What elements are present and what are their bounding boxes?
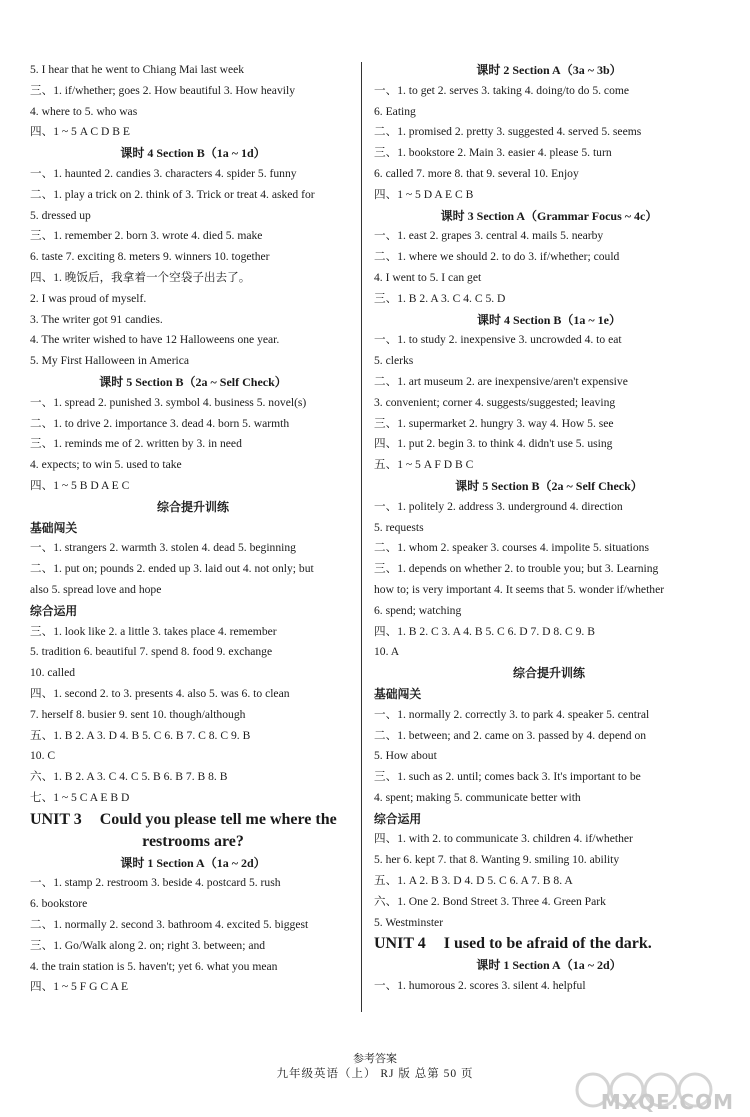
answer-line: 五、1. A 2. B 3. D 4. D 5. C 6. A 7. B 8. A xyxy=(374,874,573,888)
answer-line: 二、1. put on; pounds 2. ended up 3. laid out 4. not only; but xyxy=(30,562,314,576)
answer-line: 一、1. spread 2. punished 3. symbol 4. business 5. novel(s) xyxy=(30,395,307,409)
answer-line: 二、1. whom 2. speaker 3. courses 4. impolite 5. situations xyxy=(374,541,649,555)
answer-line: 三、1. reminds me of 2. written by 3. in need xyxy=(30,437,242,451)
answer-line: 二、1. promised 2. pretty 3. suggested 4. served 5. seems xyxy=(374,125,642,139)
answer-line: 一、1. haunted 2. candies 3. characters 4. spider 5. funny xyxy=(30,166,297,180)
answer-line: 5. tradition 6. beautiful 7. spend 8. food 9. exchange xyxy=(30,645,273,659)
section-heading: 课时 5 Section B（2a ~ Self Check） xyxy=(99,374,287,389)
answer-line: 三、1. bookstore 2. Main 3. easier 4. please 5. turn xyxy=(374,146,612,160)
answer-line: 四、1. with 2. to communicate 3. children 4. if/whether xyxy=(374,832,633,846)
answer-line: 4. spent; making 5. communicate better with xyxy=(374,790,581,804)
unit-title-continued: restrooms are? xyxy=(142,832,244,850)
section-heading: 课时 5 Section B（2a ~ Self Check） xyxy=(455,478,643,493)
column-divider xyxy=(361,62,362,1012)
answer-line: 四、1. B 2. C 3. A 4. B 5. C 6. D 7. D 8. C 9. B xyxy=(374,624,595,638)
answer-line: 6. spend; watching xyxy=(374,603,462,617)
answer-line: 三、1. if/whether; goes 2. How beautiful 3. How heavily xyxy=(30,83,295,97)
section-heading: 课时 1 Section A（1a ~ 2d） xyxy=(120,855,266,870)
answer-line: 2. I was proud of myself. xyxy=(30,291,147,305)
answer-line: 三、1. look like 2. a little 3. takes place 4. remember xyxy=(30,624,277,638)
answer-line: 10. C xyxy=(30,749,56,763)
answer-line: 二、1. art museum 2. are inexpensive/aren't expensive xyxy=(374,374,628,388)
answer-line: 一、1. east 2. grapes 3. central 4. mails 5. nearby xyxy=(374,229,604,243)
answer-line: 四、1. put 2. begin 3. to think 4. didn't use 5. using xyxy=(374,437,613,451)
answer-line: 二、1. between; and 2. came on 3. passed by 4. depend on xyxy=(374,728,647,742)
unit-heading: I used to be afraid of the dark. xyxy=(443,935,652,953)
answer-line: 五、1 ~ 5 A F D B C xyxy=(374,458,474,472)
unit-number: UNIT 3 xyxy=(30,810,82,828)
answer-line: 一、1. normally 2. correctly 3. to park 4. speaker 5. central xyxy=(374,707,650,721)
answer-line: 4. the train station is 5. haven't; yet 6. what you mean xyxy=(30,959,278,973)
answer-line: 三、1. remember 2. born 3. wrote 4. died 5. make xyxy=(30,229,263,243)
answer-line: 四、1 ~ 5 D A E C B xyxy=(374,187,474,201)
answer-line: 三、1. depends on whether 2. to trouble you; but 3. Learning xyxy=(374,562,659,576)
answer-line: 5. Westminster xyxy=(374,915,444,929)
answer-line: 6. bookstore xyxy=(30,897,88,911)
right-column xyxy=(374,60,724,997)
watermark-text: MXQE.COM xyxy=(600,1090,734,1114)
answer-line: 五、1. B 2. A 3. D 4. B 5. C 6. B 7. C 8. C 9. B xyxy=(30,728,251,742)
answer-line: 四、1. 晚饭后，我拿着一个空袋子出去了。 xyxy=(30,270,251,284)
answer-line: 4. where to 5. who was xyxy=(30,104,138,118)
answer-line: 5. How about xyxy=(374,749,437,763)
answer-line: 5. dressed up xyxy=(30,208,91,222)
answer-line: 10. called xyxy=(30,666,76,680)
answer-line: 二、1. play a trick on 2. think of 3. Trick or treat 4. asked for xyxy=(30,187,315,201)
section-heading: 课时 4 Section B（1a ~ 1d） xyxy=(120,146,266,161)
answer-line: 5. I hear that he went to Chiang Mai last week xyxy=(30,63,245,76)
unit-title xyxy=(374,933,724,955)
section-heading: 综合提升训练 xyxy=(512,666,585,681)
footer-info: 九年级英语（上） RJ 版 总第 50 页 xyxy=(276,1068,474,1080)
section-heading: 课时 2 Section A（3a ~ 3b） xyxy=(476,63,622,77)
answer-line: 一、1. humorous 2. scores 3. silent 4. helpful xyxy=(374,979,586,993)
unit-number: UNIT 4 xyxy=(374,935,426,953)
answer-line: 二、1. where we should 2. to do 3. if/whether; could xyxy=(374,250,620,264)
answer-line: 一、1. politely 2. address 3. underground 4. direction xyxy=(374,499,623,513)
answer-line: 5. My First Halloween in America xyxy=(30,354,190,368)
answer-line: 三、1. supermarket 2. hungry 3. way 4. How 5. see xyxy=(374,416,614,430)
subsection-label: 综合运用 xyxy=(30,603,78,618)
answer-line: 六、1. B 2. A 3. C 4. C 5. B 6. B 7. B 8. B xyxy=(30,770,228,784)
answer-line: 四、1 ~ 5 A C D B E xyxy=(30,125,130,139)
answer-line: how to; is very important 4. It seems that 5. wonder if/whether xyxy=(374,582,665,596)
footer-label: 参考答案 xyxy=(353,1053,397,1065)
section-heading: 课时 1 Section A（1a ~ 2d） xyxy=(476,958,622,973)
unit-title xyxy=(30,809,356,831)
answer-line: 四、1. second 2. to 3. presents 4. also 5. was 6. to clean xyxy=(30,686,290,700)
answer-line: 二、1. to drive 2. importance 3. dead 4. born 5. warmth xyxy=(30,416,290,430)
answer-line: 3. convenient; corner 4. suggests/suggested; leaving xyxy=(374,395,616,409)
answer-line: 7. herself 8. busier 9. sent 10. though/although xyxy=(30,707,246,721)
answer-line: 四、1 ~ 5 F G C A E xyxy=(30,980,129,994)
subsection-label: 基础闯关 xyxy=(374,686,422,701)
answer-line: 6. taste 7. exciting 8. meters 9. winners 10. together xyxy=(30,250,270,264)
section-heading: 综合提升训练 xyxy=(156,499,229,514)
answer-line: 5. requests xyxy=(374,520,424,534)
answer-line: 三、1. Go/Walk along 2. on; right 3. between; and xyxy=(30,938,266,952)
answer-line: 5. clerks xyxy=(374,354,414,368)
answer-line: 一、1. stamp 2. restroom 3. beside 4. postcard 5. rush xyxy=(30,876,281,890)
answer-line: 4. I went to 5. I can get xyxy=(374,270,482,284)
answer-line: 二、1. normally 2. second 3. bathroom 4. excited 5. biggest xyxy=(30,918,309,932)
answer-line: also 5. spread love and hope xyxy=(30,582,162,596)
section-heading: 课时 3 Section A（Grammar Focus ~ 4c） xyxy=(440,208,658,223)
site-watermark xyxy=(575,1070,740,1112)
answer-line: 3. The writer got 91 candies. xyxy=(30,312,163,326)
answer-line: 一、1. to study 2. inexpensive 3. uncrowded 4. to eat xyxy=(374,333,622,347)
unit-heading: Could you please tell me where the xyxy=(99,810,337,828)
answer-line: 一、1. strangers 2. warmth 3. stolen 4. dead 5. beginning xyxy=(30,541,296,555)
answer-line: 三、1. B 2. A 3. C 4. C 5. D xyxy=(374,291,506,305)
answer-line: 4. expects; to win 5. used to take xyxy=(30,458,182,472)
answer-line: 三、1. such as 2. until; comes back 3. It's important to be xyxy=(374,770,641,784)
answer-line: 5. her 6. kept 7. that 8. Wanting 9. smiling 10. ability xyxy=(374,853,620,867)
left-column xyxy=(30,60,356,998)
answer-line: 七、1 ~ 5 C A E B D xyxy=(30,790,130,804)
answer-line: 6. called 7. more 8. that 9. several 10. Enjoy xyxy=(374,166,579,180)
subsection-label: 综合运用 xyxy=(374,811,422,826)
answer-line: 6. Eating xyxy=(374,104,416,118)
answer-line: 4. The writer wished to have 12 Halloweens one year. xyxy=(30,333,280,347)
answer-line: 四、1 ~ 5 B D A E C xyxy=(30,478,130,492)
section-heading: 课时 4 Section B（1a ~ 1e） xyxy=(477,312,621,327)
answer-line: 10. A xyxy=(374,645,400,659)
subsection-label: 基础闯关 xyxy=(30,520,78,535)
answer-line: 一、1. to get 2. serves 3. taking 4. doing/to do 5. come xyxy=(374,83,630,97)
answer-line: 六、1. One 2. Bond Street 3. Three 4. Green Park xyxy=(374,894,606,908)
